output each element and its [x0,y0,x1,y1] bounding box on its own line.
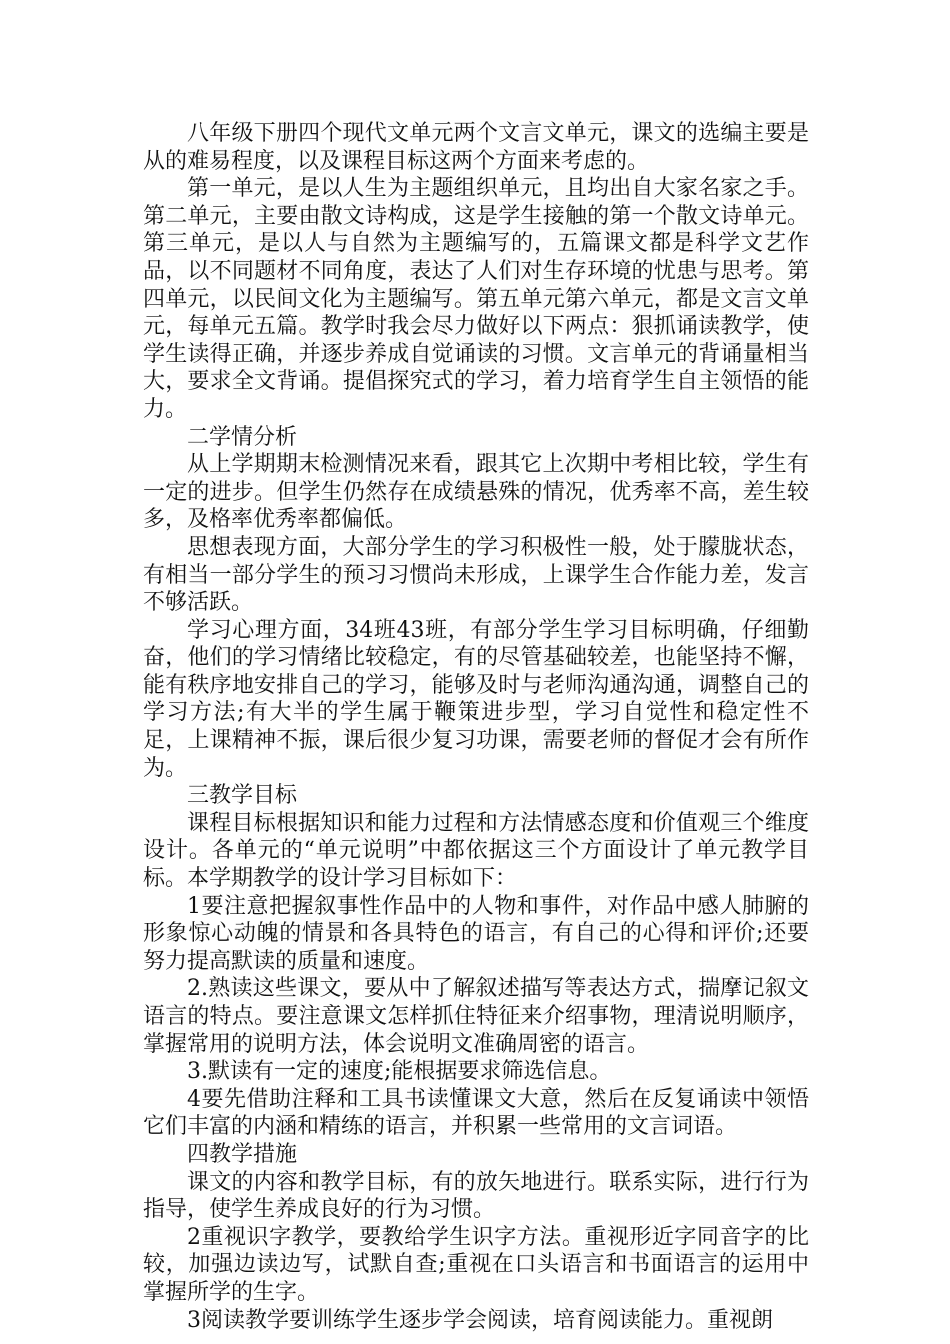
paragraph-thought: 思想表现方面，大部分学生的学习积极性一般，处于朦胧状态，有相当一部分学生的预习习惯尚未形成，上课学生合作能力差，发言不够活跃。 [143,534,809,616]
paragraph-goal-1: 1要注意把握叙事性作品中的人物和事件，对作品中感人肺腑的形象惊心动魄的情景和各具特色的语言，有自己的心得和评价;还要努力提高默读的质量和速度。 [143,893,809,974]
paragraph-goal-3: 3.默读有一定的速度;能根据要求筛选信息。 [187,1059,612,1085]
paragraph-goal-2: 2.熟读这些课文，要从中了解叙述描写等表达方式，揣摩记叙文语言的特点。要注意课文怎样抓住特征来介绍事物，理清说明顺序，掌握常用的说明方法，体会说明文准确周密的语言。 [143,976,809,1057]
paragraph-psychology: 学习心理方面，34班43班，有部分学生学习目标明确，仔细勤奋，他们的学习情绪比较稳定，有的尽管基础较差，也能坚持不懈，能有秩序地安排自己的学习，能够及时与老师沟通沟通，调整自己的学习方法;有大半的学生属于鞭策进步型，学习自觉性和稳定性不足，上课精神不振，课后很少复习功课，需要老师的督促才会有所作为。 [143,617,809,781]
paragraph-measure-2: 2重视识字教学，要教给学生识字方法。重视形近字同音字的比较，加强边读边写，试默自查;重视在口头语言和书面语言的运用中掌握所学的生字。 [143,1224,809,1305]
paragraph-units: 第一单元，是以人生为主题组织单元，且均出自大家名家之手。第二单元，主要由散文诗构成，这是学生接触的第一个散文诗单元。第三单元，是以人与自然为主题编写的，五篇课文都是科学文艺作品，以不同题材不同角度，表达了人们对生存环境的忧患与思考。第四单元，以民间文化为主题编写。第五单元第六单元，都是文言文单元，每单元五篇。教学时我会尽力做好以下两点：狠抓诵读教学，使学生读得正确，并逐步养成自觉诵读的习惯。文言单元的背诵量相当大，要求全文背诵。提倡探究式的学习，着力培育学生自主领悟的能力。 [143,176,809,422]
section-heading-teaching-goals: 三教学目标 [187,783,298,809]
document-body [143,120,809,1334]
section-heading-student-analysis: 二学情分析 [187,424,298,450]
paragraph-exam-results: 从上学期期末检测情况来看，跟其它上次期中考相比较，学生有一定的进步。但学生仍然存在成绩悬殊的情况，优秀率不高，差生较多，及格率优秀率都偏低。 [143,452,809,533]
paragraph-measure-1: 课文的内容和教学目标，有的放矢地进行。联系实际，进行行为指导，使学生养成良好的行为习惯。 [143,1169,809,1223]
paragraph-course-goals: 课程目标根据知识和能力过程和方法情感态度和价值观三个维度设计。各单元的“单元说明”中都依据这三个方面设计了单元教学目标。本学期教学的设计学习目标如下： [143,810,809,892]
paragraph-goal-4: 4要先借助注释和工具书读懂课文大意，然后在反复诵读中领悟它们丰富的内涵和精练的语言，并积累一些常用的文言词语。 [143,1086,809,1140]
paragraph-intro: 八年级下册四个现代文单元两个文言文单元，课文的选编主要是从的难易程度，以及课程目标这两个方面来考虑的。 [143,121,809,174]
paragraph-measure-3: 3阅读教学要训练学生逐步学会阅读，培育阅读能力。重视朗 [187,1307,773,1333]
section-heading-teaching-measures: 四教学措施 [187,1141,298,1167]
